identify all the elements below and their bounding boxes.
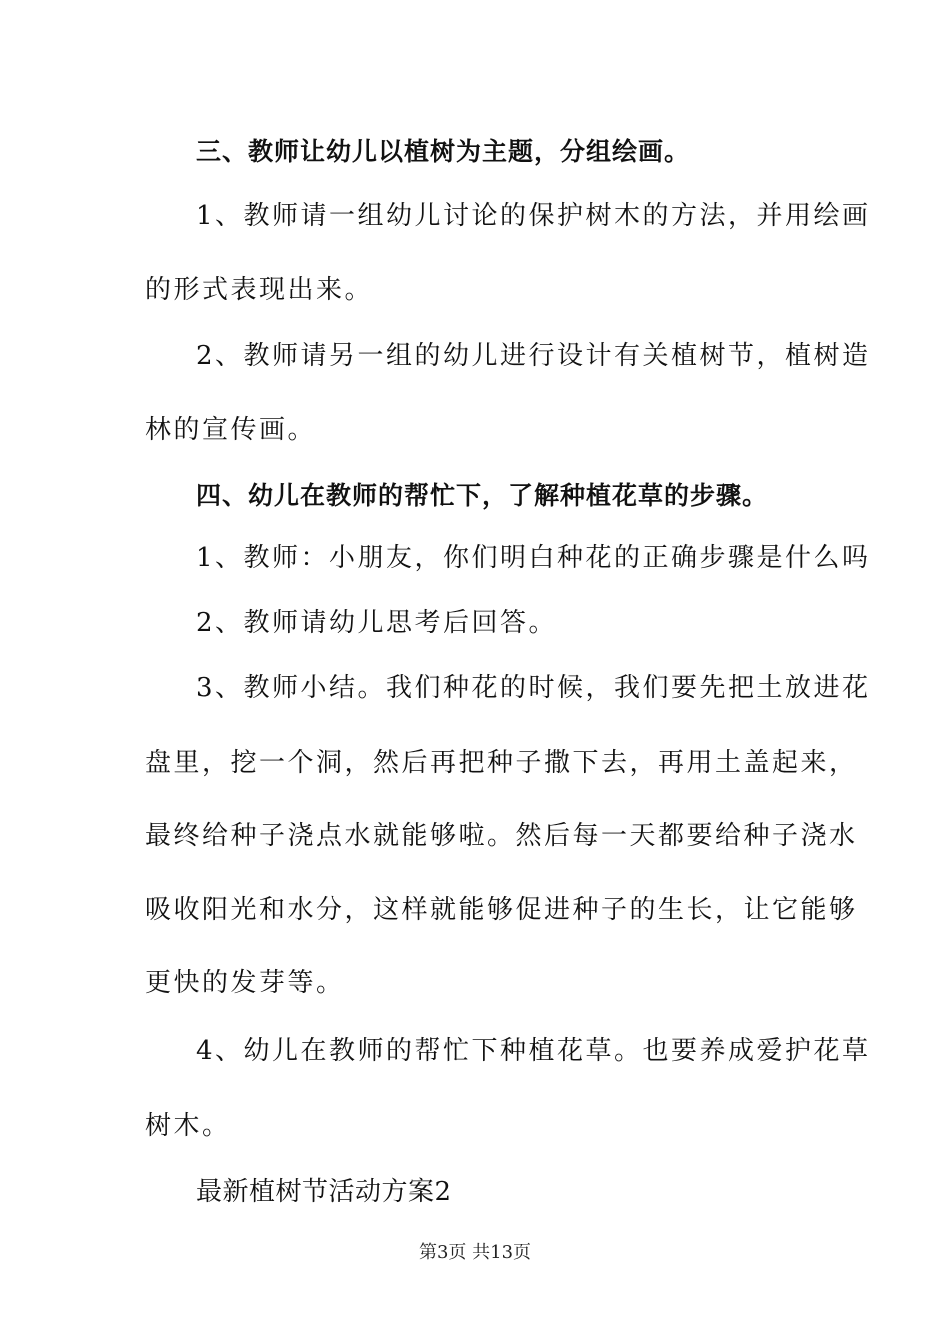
section-four-item4-line2: 树木。 [145,1111,231,1141]
section-three-heading: 三、教师让幼儿以植树为主题，分组绘画。 [196,137,691,166]
section-three-item2-line1: 2、教师请另一组的幼儿进行设计有关植树节，植树造 [196,341,871,371]
section-four-item1: 1、教师：小朋友，你们明白种花的正确步骤是什么吗 [196,543,871,573]
section-three-item1-line2: 的形式表现出来。 [145,275,374,305]
section-three-item1-line1: 1、教师请一组幼儿讨论的保护树木的方法，并用绘画 [196,201,871,231]
section-four-item3-line5: 更快的发芽等。 [145,968,345,998]
section-three-item2-line2: 林的宣传画。 [145,415,317,445]
section-four-item3-line3: 最终给种子浇点水就能够啦。然后每一天都要给种子浇水 [145,821,858,851]
section-four-item4-line1: 4、幼儿在教师的帮忙下种植花草。也要养成爱护花草 [196,1036,871,1066]
section-four-item3-line2: 盘里，挖一个洞，然后再把种子撒下去，再用土盖起来， [145,748,858,778]
section-four-item2: 2、教师请幼儿思考后回答。 [196,608,558,638]
section-four-heading: 四、幼儿在教师的帮忙下，了解种植花草的步骤。 [196,481,769,510]
next-section-title: 最新植树节活动方案2 [196,1177,452,1207]
section-four-item3-line4: 吸收阳光和水分，这样就能够促进种子的生长，让它能够 [145,895,858,925]
section-four-item3-line1: 3、教师小结。我们种花的时候，我们要先把土放进花 [196,673,871,703]
page-number-footer: 第3页 共13页 [418,1242,532,1263]
